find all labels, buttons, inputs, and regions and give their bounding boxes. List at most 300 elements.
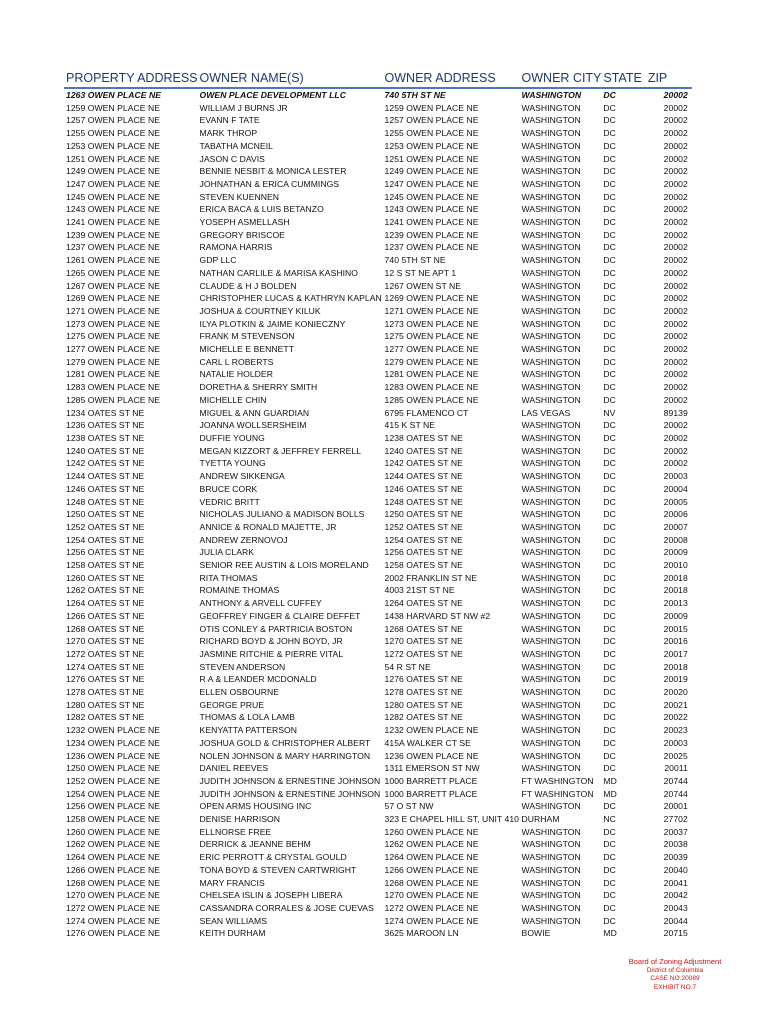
zip-cell: 20002 [663, 128, 688, 139]
owner-city-cell: WASHINGTON [521, 725, 581, 736]
owner-address-cell: 4003 21ST ST NE [384, 585, 455, 596]
table-row [64, 318, 692, 331]
owner-address-cell: 57 O ST NW [384, 801, 434, 812]
zip-cell: 20002 [663, 242, 688, 253]
table-row [64, 356, 692, 369]
table-row [64, 635, 692, 648]
zip-cell: 20037 [663, 826, 688, 837]
zip-cell: 20002 [663, 280, 688, 291]
zip-cell: 20018 [663, 661, 688, 672]
owner-city-cell: WASHINGTON [521, 445, 581, 456]
owner-city-cell: WASHINGTON [521, 356, 581, 367]
owner-address-cell: 415A WALKER CT SE [384, 737, 471, 748]
owner-address-cell: 1276 OATES ST NE [384, 674, 463, 685]
owner-name-cell: MEGAN KIZZORT & JEFFREY FERRELL [199, 445, 362, 456]
state-cell: DC [603, 763, 616, 774]
property-address-cell: 1281 OWEN PLACE NE [66, 369, 161, 380]
state-cell: DC [603, 496, 616, 507]
property-address-cell: 1234 OWEN PLACE NE [66, 737, 161, 748]
property-address-cell: 1252 OATES ST NE [66, 521, 145, 532]
property-address-cell: 1260 OATES ST NE [66, 572, 145, 583]
state-cell: DC [603, 712, 616, 723]
owner-name-cell: ELLNORSE FREE [199, 826, 272, 837]
table-row [64, 102, 692, 115]
owner-city-cell: WASHINGTON [521, 648, 581, 659]
zip-cell: 20018 [663, 585, 688, 596]
zip-cell: 20002 [663, 432, 688, 443]
owner-name-cell: OPEN ARMS HOUSING INC [199, 801, 312, 812]
owner-city-cell: WASHINGTON [521, 674, 581, 685]
owner-name-cell: ANTHONY & ARVELL CUFFEY [199, 598, 322, 609]
property-address-cell: 1265 OWEN PLACE NE [66, 267, 161, 278]
owner-city-cell: DURHAM [521, 814, 560, 825]
zip-cell: 20043 [663, 903, 688, 913]
table-row [64, 762, 692, 775]
table-row [64, 521, 692, 534]
owner-name-cell: NATHAN CARLILE & MARISA KASHINO [199, 267, 359, 278]
owner-name-cell: SENIOR REE AUSTIN & LOIS MORELAND [199, 560, 369, 571]
zip-cell: 20002 [663, 153, 688, 164]
state-cell: DC [603, 140, 616, 151]
property-address-cell: 1234 OATES ST NE [66, 407, 145, 418]
table-row [64, 419, 692, 432]
owner-name-cell: GEORGE PRUE [199, 699, 265, 710]
table-row [64, 203, 692, 216]
owner-address-cell: 1240 OATES ST NE [384, 445, 463, 456]
state-cell: DC [603, 864, 616, 875]
property-address-cell: 1272 OWEN PLACE NE [66, 903, 161, 913]
property-address-cell: 1269 OWEN PLACE NE [66, 293, 161, 304]
table-row [64, 114, 692, 127]
property-address-cell: 1270 OWEN PLACE NE [66, 890, 161, 901]
owner-address-cell: 1273 OWEN PLACE NE [384, 318, 479, 329]
table-row [64, 445, 692, 458]
owner-address-cell: 1245 OWEN PLACE NE [384, 191, 479, 202]
owner-city-cell: WASHINGTON [521, 382, 581, 393]
owner-name-cell: CHELSEA ISLIN & JOSEPH LIBERA [199, 890, 343, 901]
owner-address-cell: 1258 OATES ST NE [384, 560, 463, 571]
table-row [64, 470, 692, 483]
owner-address-cell: 1248 OATES ST NE [384, 496, 463, 507]
owner-address-cell: 1255 OWEN PLACE NE [384, 128, 479, 139]
zip-cell: 20011 [664, 763, 688, 774]
state-cell: DC [603, 636, 616, 647]
state-cell: DC [603, 344, 616, 355]
owner-name-cell: KEITH DURHAM [199, 928, 266, 939]
property-address-cell: 1268 OATES ST NE [66, 623, 145, 634]
table-row [64, 597, 692, 610]
stamp-line-exhibit: EXHIBIT NO.7 [653, 983, 697, 991]
owner-name-cell: RITA THOMAS [199, 572, 258, 583]
zip-cell: 20004 [663, 483, 688, 494]
table-row [64, 381, 692, 394]
table-row [64, 813, 692, 826]
zip-cell: 20002 [663, 267, 688, 278]
table-row [64, 559, 692, 572]
property-address-cell: 1256 OWEN PLACE NE [66, 801, 161, 812]
owner-address-cell: 1253 OWEN PLACE NE [384, 140, 479, 151]
state-cell: DC [603, 420, 616, 431]
table-row [64, 838, 692, 851]
state-cell: NV [603, 407, 616, 418]
owner-address-cell: 1232 OWEN PLACE NE [384, 725, 479, 736]
owner-city-cell: WASHINGTON [521, 610, 581, 621]
zip-cell: 20017 [663, 648, 688, 659]
table-row [64, 800, 692, 813]
state-cell: DC [603, 318, 616, 329]
property-address-cell: 1264 OWEN PLACE NE [66, 852, 161, 863]
owner-name-cell: MARY FRANCIS [199, 877, 265, 888]
owner-address-cell: 1254 OATES ST NE [384, 534, 463, 545]
table-row [64, 699, 692, 712]
owner-address-cell: 1280 OATES ST NE [384, 699, 463, 710]
table-row [64, 407, 692, 420]
table-row [64, 292, 692, 305]
state-cell: DC [603, 623, 616, 634]
property-address-cell: 1268 OWEN PLACE NE [66, 877, 161, 888]
zip-cell: 20018 [663, 572, 688, 583]
owner-address-cell: 1267 OWEN ST NE [384, 280, 462, 291]
table-row [64, 191, 692, 204]
zip-cell: 20016 [663, 636, 688, 647]
table-row [64, 648, 692, 661]
owner-name-cell: ERIC PERROTT & CRYSTAL GOULD [199, 852, 347, 863]
property-address-cell: 1280 OATES ST NE [66, 699, 145, 710]
zip-cell: 20002 [663, 458, 688, 469]
owner-address-cell: 1000 BARRETT PLACE [384, 788, 478, 799]
table-row [64, 737, 692, 750]
owner-city-cell: WASHINGTON [521, 394, 581, 405]
zip-cell: 20002 [663, 191, 688, 202]
owner-city-cell: FT WASHINGTON [521, 775, 594, 786]
state-cell: DC [603, 610, 616, 621]
owner-name-cell: DENISE HARRISON [199, 814, 281, 825]
zip-cell: 20744 [663, 788, 688, 799]
zip-cell: 20002 [663, 229, 688, 240]
zip-cell: 20715 [663, 928, 688, 939]
table-row [64, 927, 692, 940]
table-row [64, 826, 692, 839]
owner-city-cell: WASHINGTON [521, 801, 581, 812]
zip-cell: 20002 [663, 356, 688, 367]
owner-city-cell: WASHINGTON [521, 661, 581, 672]
owner-city-cell: WASHINGTON [521, 687, 581, 698]
owner-city-cell: WASHINGTON [521, 217, 581, 228]
state-cell: NC [603, 814, 616, 825]
property-address-cell: 1246 OATES ST NE [66, 483, 145, 494]
owner-address-cell: 1272 OWEN PLACE NE [384, 903, 479, 913]
property-address-cell: 1285 OWEN PLACE NE [66, 394, 161, 405]
property-address-cell: 1259 OWEN PLACE NE [66, 102, 161, 113]
property-address-cell: 1232 OWEN PLACE NE [66, 725, 161, 736]
owner-city-cell: WASHINGTON [521, 102, 581, 113]
table-row [64, 864, 692, 877]
owner-name-cell: ILYA PLOTKIN & JAIME KONIECZNY [199, 318, 346, 329]
owner-name-cell: OTIS CONLEY & PARTRICIA BOSTON [199, 623, 353, 634]
table-header-row [64, 70, 692, 88]
table-body [64, 88, 692, 940]
table-row [64, 305, 692, 318]
owner-name-cell: VEDRIC BRITT [199, 496, 260, 507]
table-row [64, 775, 692, 788]
owner-city-cell: WASHINGTON [521, 483, 581, 494]
property-address-cell: 1274 OATES ST NE [66, 661, 145, 672]
state-cell: DC [603, 153, 616, 164]
owner-city-cell: LAS VEGAS [521, 407, 571, 418]
owner-address-cell: 1283 OWEN PLACE NE [384, 382, 479, 393]
state-cell: DC [603, 699, 616, 710]
owner-address-cell: 1311 EMERSON ST NW [384, 763, 480, 774]
owner-address-cell: 740 5TH ST NE [384, 255, 446, 266]
owner-city-cell: WASHINGTON [521, 534, 581, 545]
zip-cell: 20019 [663, 674, 688, 685]
owner-name-cell: YOSEPH ASMELLASH [199, 217, 290, 228]
state-cell: DC [603, 128, 616, 139]
owner-name-cell: NATALIE HOLDER [199, 369, 273, 380]
table-row [64, 788, 692, 801]
property-address-cell: 1245 OWEN PLACE NE [66, 191, 161, 202]
property-address-cell: 1257 OWEN PLACE NE [66, 115, 161, 126]
property-address-cell: 1282 OATES ST NE [66, 712, 145, 723]
state-cell: DC [603, 432, 616, 443]
owner-name-cell: KENYATTA PATTERSON [199, 725, 298, 736]
owner-name-cell: EVANN F TATE [199, 115, 260, 126]
owner-name-cell: WILLIAM J BURNS JR [199, 102, 288, 113]
owner-name-cell: BRUCE CORK [199, 483, 258, 494]
property-address-cell: 1267 OWEN PLACE NE [66, 280, 161, 291]
owner-name-cell: GEOFFREY FINGER & CLAIRE DEFFET [199, 610, 361, 621]
owner-name-cell: MARK THROP [199, 128, 258, 139]
owner-address-cell: 1281 OWEN PLACE NE [384, 369, 479, 380]
owner-name-cell: JOSHUA GOLD & CHRISTOPHER ALBERT [199, 737, 371, 748]
property-address-cell: 1266 OATES ST NE [66, 610, 145, 621]
property-address-cell: 1256 OATES ST NE [66, 547, 145, 558]
table-row [64, 153, 692, 166]
table-row [64, 496, 692, 509]
owner-name-cell: ERICA BACA & LUIS BETANZO [199, 204, 324, 215]
owner-address-cell: 1264 OATES ST NE [384, 598, 463, 609]
owner-address-cell: 1278 OATES ST NE [384, 687, 463, 698]
owner-city-cell: WASHINGTON [521, 903, 581, 913]
property-address-cell: 1253 OWEN PLACE NE [66, 140, 161, 151]
zip-cell: 20002 [663, 331, 688, 342]
property-address-cell: 1254 OWEN PLACE NE [66, 788, 161, 799]
owner-address-cell: 1244 OATES ST NE [384, 471, 463, 482]
owner-name-cell: CASSANDRA CORRALES & JOSE CUEVAS [199, 903, 374, 913]
owner-name-cell: THOMAS & LOLA LAMB [199, 712, 295, 723]
owner-city-cell: WASHINGTON [521, 369, 581, 380]
owner-city-cell: FT WASHINGTON [521, 788, 594, 799]
zip-cell: 20022 [663, 712, 688, 723]
table-row [64, 724, 692, 737]
zip-cell: 20002 [663, 369, 688, 380]
property-address-cell: 1238 OATES ST NE [66, 432, 145, 443]
zip-cell: 20002 [663, 102, 688, 113]
owner-name-cell: DUFFIE YOUNG [199, 432, 265, 443]
property-address-cell: 1261 OWEN PLACE NE [66, 255, 161, 266]
owner-city-cell: WASHINGTON [521, 572, 581, 583]
zip-cell: 20023 [663, 725, 688, 736]
table-row [64, 368, 692, 381]
zip-cell: 20010 [663, 560, 688, 571]
zip-cell: 20002 [663, 293, 688, 304]
owner-city-cell: WASHINGTON [521, 737, 581, 748]
table-row [64, 902, 692, 915]
table-row [64, 877, 692, 890]
owner-address-cell: 1236 OWEN PLACE NE [384, 750, 479, 761]
zip-cell: 20009 [663, 610, 688, 621]
property-address-cell: 1271 OWEN PLACE NE [66, 305, 161, 316]
owner-city-cell: WASHINGTON [521, 229, 581, 240]
state-cell: DC [603, 725, 616, 736]
state-cell: DC [603, 801, 616, 812]
state-cell: DC [603, 90, 616, 100]
owner-name-cell: NICHOLAS JULIANO & MADISON BOLLS [199, 509, 365, 520]
table-row [64, 623, 692, 636]
owner-city-cell: WASHINGTON [521, 852, 581, 863]
table-row [64, 178, 692, 191]
zip-cell: 20002 [663, 217, 688, 228]
zip-cell: 20002 [663, 445, 688, 456]
property-address-cell: 1239 OWEN PLACE NE [66, 229, 161, 240]
owner-address-cell: 1252 OATES ST NE [384, 521, 463, 532]
state-cell: DC [603, 331, 616, 342]
owner-city-cell: WASHINGTON [521, 915, 581, 926]
owner-name-cell: JOHNATHAN & ERICA CUMMINGS [199, 178, 340, 189]
property-address-cell: 1262 OWEN PLACE NE [66, 839, 161, 850]
property-address-cell: 1236 OATES ST NE [66, 420, 145, 431]
zip-cell: 20008 [663, 534, 688, 545]
owner-address-cell: 12 S ST NE APT 1 [384, 267, 457, 278]
state-cell: DC [603, 674, 616, 685]
state-cell: MD [603, 788, 617, 799]
zip-cell: 20013 [663, 598, 688, 609]
owner-name-cell: JUDITH JOHNSON & ERNESTINE JOHNSON [199, 788, 381, 799]
owner-city-cell: WASHINGTON [521, 636, 581, 647]
state-cell: DC [603, 178, 616, 189]
zip-cell: 20020 [663, 687, 688, 698]
zip-cell: 20003 [663, 737, 688, 748]
owner-address-cell: 1275 OWEN PLACE NE [384, 331, 479, 342]
owner-name-cell: ANDREW ZERNOVOJ [199, 534, 288, 545]
header-owner-address: OWNER ADDRESS [383, 70, 520, 88]
property-address-cell: 1277 OWEN PLACE NE [66, 344, 161, 355]
owner-name-cell: BENNIE NESBIT & MONICA LESTER [199, 166, 347, 177]
table-row [64, 216, 692, 229]
owner-city-cell: WASHINGTON [521, 331, 581, 342]
owner-city-cell: WASHINGTON [521, 153, 581, 164]
owner-city-cell: WASHINGTON [521, 267, 581, 278]
table-row [64, 584, 692, 597]
property-address-cell: 1276 OATES ST NE [66, 674, 145, 685]
owner-city-cell: WASHINGTON [521, 699, 581, 710]
state-cell: MD [603, 775, 617, 786]
owner-name-cell: ANDREW SIKKENGA [199, 471, 285, 482]
property-address-cell: 1274 OWEN PLACE NE [66, 915, 161, 926]
owner-name-cell: JOANNA WOLLSERSHEIM [199, 420, 307, 431]
zip-cell: 20002 [663, 318, 688, 329]
state-cell: DC [603, 255, 616, 266]
owner-address-cell: 1271 OWEN PLACE NE [384, 305, 479, 316]
state-cell: DC [603, 648, 616, 659]
state-cell: DC [603, 267, 616, 278]
table-row [64, 673, 692, 686]
owner-name-cell: MICHELLE CHIN [199, 394, 267, 405]
owner-city-cell: WASHINGTON [521, 712, 581, 723]
zip-cell: 20001 [663, 801, 688, 812]
owner-city-cell: WASHINGTON [521, 585, 581, 596]
state-cell: DC [603, 687, 616, 698]
table-row [64, 165, 692, 178]
property-address-cell: 1270 OATES ST NE [66, 636, 145, 647]
state-cell: DC [603, 382, 616, 393]
property-address-cell: 1258 OWEN PLACE NE [66, 814, 161, 825]
owner-address-cell: 1268 OATES ST NE [384, 623, 463, 634]
table-row [64, 88, 692, 102]
state-cell: DC [603, 369, 616, 380]
owner-name-cell: JUDITH JOHNSON & ERNESTINE JOHNSON [199, 775, 381, 786]
owner-city-cell: WASHINGTON [521, 839, 581, 850]
header-property-address: PROPERTY ADDRESS [64, 70, 198, 88]
header-state: STATE [601, 70, 641, 88]
property-address-cell: 1266 OWEN PLACE NE [66, 864, 161, 875]
zip-cell: 20002 [663, 115, 688, 126]
property-address-cell: 1236 OWEN PLACE NE [66, 750, 161, 761]
header-owner-names: OWNER NAME(S) [198, 70, 383, 88]
property-address-cell: 1255 OWEN PLACE NE [66, 128, 161, 139]
owner-city-cell: WASHINGTON [521, 305, 581, 316]
zip-cell: 20002 [663, 140, 688, 151]
zip-cell: 20015 [663, 623, 688, 634]
table-row [64, 851, 692, 864]
zip-cell: 20002 [663, 382, 688, 393]
table-row [64, 330, 692, 343]
owner-city-cell: WASHINGTON [521, 547, 581, 558]
owner-address-cell: 1259 OWEN PLACE NE [384, 102, 479, 113]
state-cell: DC [603, 852, 616, 863]
state-cell: DC [603, 560, 616, 571]
table-row [64, 750, 692, 763]
state-cell: DC [603, 204, 616, 215]
owner-address-cell: 1247 OWEN PLACE NE [384, 178, 479, 189]
state-cell: DC [603, 903, 616, 913]
owner-city-cell: WASHINGTON [521, 204, 581, 215]
zip-cell: 20002 [663, 178, 688, 189]
table-row [64, 457, 692, 470]
owner-name-cell: SEAN WILLIAMS [199, 915, 268, 926]
owner-name-cell: CHRISTOPHER LUCAS & KATHRYN KAPLAN [199, 293, 382, 304]
state-cell: DC [603, 826, 616, 837]
table-row [64, 534, 692, 547]
table-row [64, 610, 692, 623]
property-address-cell: 1275 OWEN PLACE NE [66, 331, 161, 342]
owner-address-cell: 1274 OWEN PLACE NE [384, 915, 479, 926]
zip-cell: 20002 [663, 90, 688, 100]
owner-city-cell: WASHINGTON [521, 128, 581, 139]
table-row [64, 889, 692, 902]
owner-address-cell: 1246 OATES ST NE [384, 483, 463, 494]
owner-name-cell: GREGORY BRISCOE [199, 229, 285, 240]
state-cell: DC [603, 547, 616, 558]
stamp-line-board: Board of Zoning Adjustment [628, 957, 722, 966]
owner-name-cell: ROMAINE THOMAS [199, 585, 280, 596]
owner-name-cell: TYETTA YOUNG [199, 458, 266, 469]
zip-cell: 20038 [663, 839, 688, 850]
zip-cell: 20021 [663, 699, 688, 710]
property-address-cell: 1247 OWEN PLACE NE [66, 178, 161, 189]
owner-address-cell: 3625 MAROON LN [384, 928, 459, 939]
table-row [64, 229, 692, 242]
